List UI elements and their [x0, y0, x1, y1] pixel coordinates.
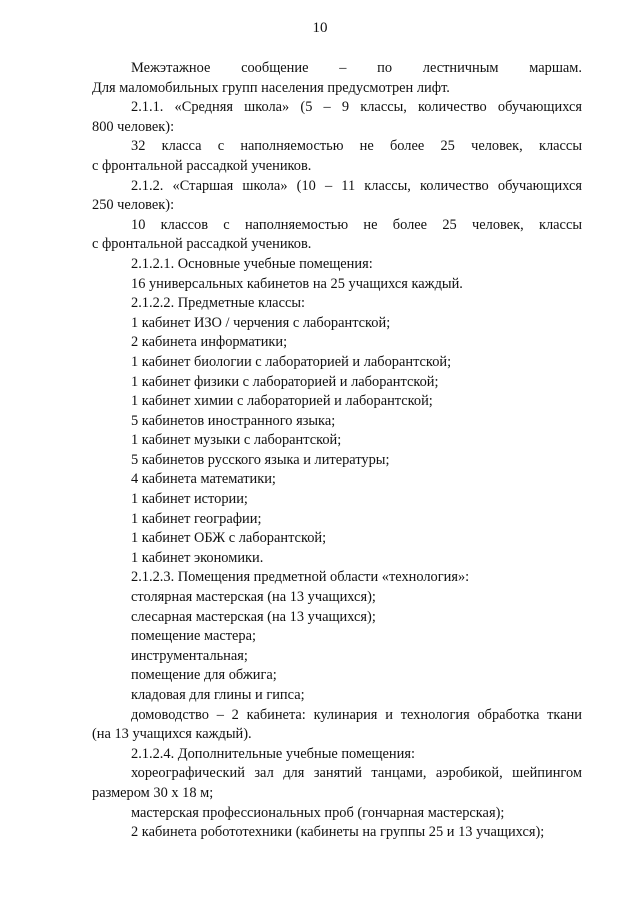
paragraph-line: хореографический зал для занятий танцами, аэробикой, шейпингом	[131, 765, 582, 782]
section-heading: 2.1.2.1. Основные учебные помещения:	[131, 255, 373, 272]
paragraph-high-school	[92, 177, 582, 216]
list-item: 5 кабинетов русского языка и литературы;	[131, 451, 390, 468]
paragraph-line: 2.1.2. «Старшая школа» (10 – 11 классы, количество обучающихся	[131, 177, 582, 194]
paragraph-middle-school	[92, 98, 582, 137]
list-item: помещение для обжига;	[131, 667, 277, 684]
paragraph-high-classes	[92, 216, 582, 255]
paragraph-line: с фронтальной рассадкой учеников.	[92, 157, 312, 174]
list-item: 1 кабинет химии с лабораторией и лаборантской;	[131, 393, 433, 410]
list-item: 1 кабинет биологии с лабораторией и лаборантской;	[131, 353, 452, 370]
page-number: 10	[312, 20, 328, 36]
paragraph-middle-classes	[92, 137, 582, 176]
list-item: инструментальная;	[131, 647, 248, 664]
list-item: 1 кабинет экономики.	[131, 549, 264, 566]
list-item: столярная мастерская (на 13 учащихся);	[131, 589, 376, 606]
paragraph-line: 2.1.1. «Средняя школа» (5 – 9 классы, количество обучающихся	[131, 99, 582, 116]
paragraph-line: размером 30 х 18 м;	[92, 784, 214, 801]
list-item: мастерская профессиональных проб (гончарная мастерская);	[131, 804, 505, 821]
paragraph-line: домоводство – 2 кабинета: кулинария и технология обработка ткани	[131, 706, 582, 723]
paragraph-line: Межэтажное сообщение – по лестничным маршам.	[131, 60, 582, 76]
paragraph-line: (на 13 учащихся каждый).	[92, 726, 252, 743]
list-item: 4 кабинета математики;	[131, 471, 276, 488]
paragraph-line: Для маломобильных групп населения предусмотрен лифт.	[92, 79, 450, 96]
list-item: 1 кабинет ИЗО / черчения с лаборантской;	[131, 314, 391, 331]
list-item: 1 кабинет физики с лабораторией и лаборантской;	[131, 373, 439, 390]
document-body	[92, 59, 582, 843]
list-item	[92, 764, 582, 803]
list-item: 1 кабинет истории;	[131, 491, 248, 508]
list-item	[92, 706, 582, 745]
list-item: 2 кабинета робототехники (кабинеты на группы 25 и 13 учащихся);	[131, 824, 545, 841]
list-item: 1 кабинет географии;	[131, 510, 262, 527]
paragraph-line: 10 классов с наполняемостью не более 25 человек, классы	[131, 216, 582, 233]
paragraph-line: 250 человек):	[92, 197, 175, 214]
list-item: слесарная мастерская (на 13 учащихся);	[131, 608, 376, 625]
section-heading: 2.1.2.2. Предметные классы:	[131, 295, 306, 312]
list-item: 5 кабинетов иностранного языка;	[131, 412, 336, 429]
list-item: 16 универсальных кабинетов на 25 учащихся каждый.	[131, 275, 463, 292]
list-item: 1 кабинет ОБЖ с лаборантской;	[131, 530, 327, 547]
paragraph-line: с фронтальной рассадкой учеников.	[92, 236, 312, 253]
paragraph-interfloor	[92, 59, 582, 98]
paragraph-line: 32 класса с наполняемостью не более 25 человек, классы	[131, 138, 582, 155]
paragraph-line: 800 человек):	[92, 118, 175, 135]
list-item: 1 кабинет музыки с лаборантской;	[131, 432, 342, 449]
list-item: 2 кабинета информатики;	[131, 334, 288, 351]
list-item: кладовая для глины и гипса;	[131, 687, 305, 703]
list-item: помещение мастера;	[131, 628, 257, 645]
section-heading: 2.1.2.4. Дополнительные учебные помещения:	[131, 745, 415, 762]
section-heading: 2.1.2.3. Помещения предметной области «технология»:	[131, 569, 470, 586]
